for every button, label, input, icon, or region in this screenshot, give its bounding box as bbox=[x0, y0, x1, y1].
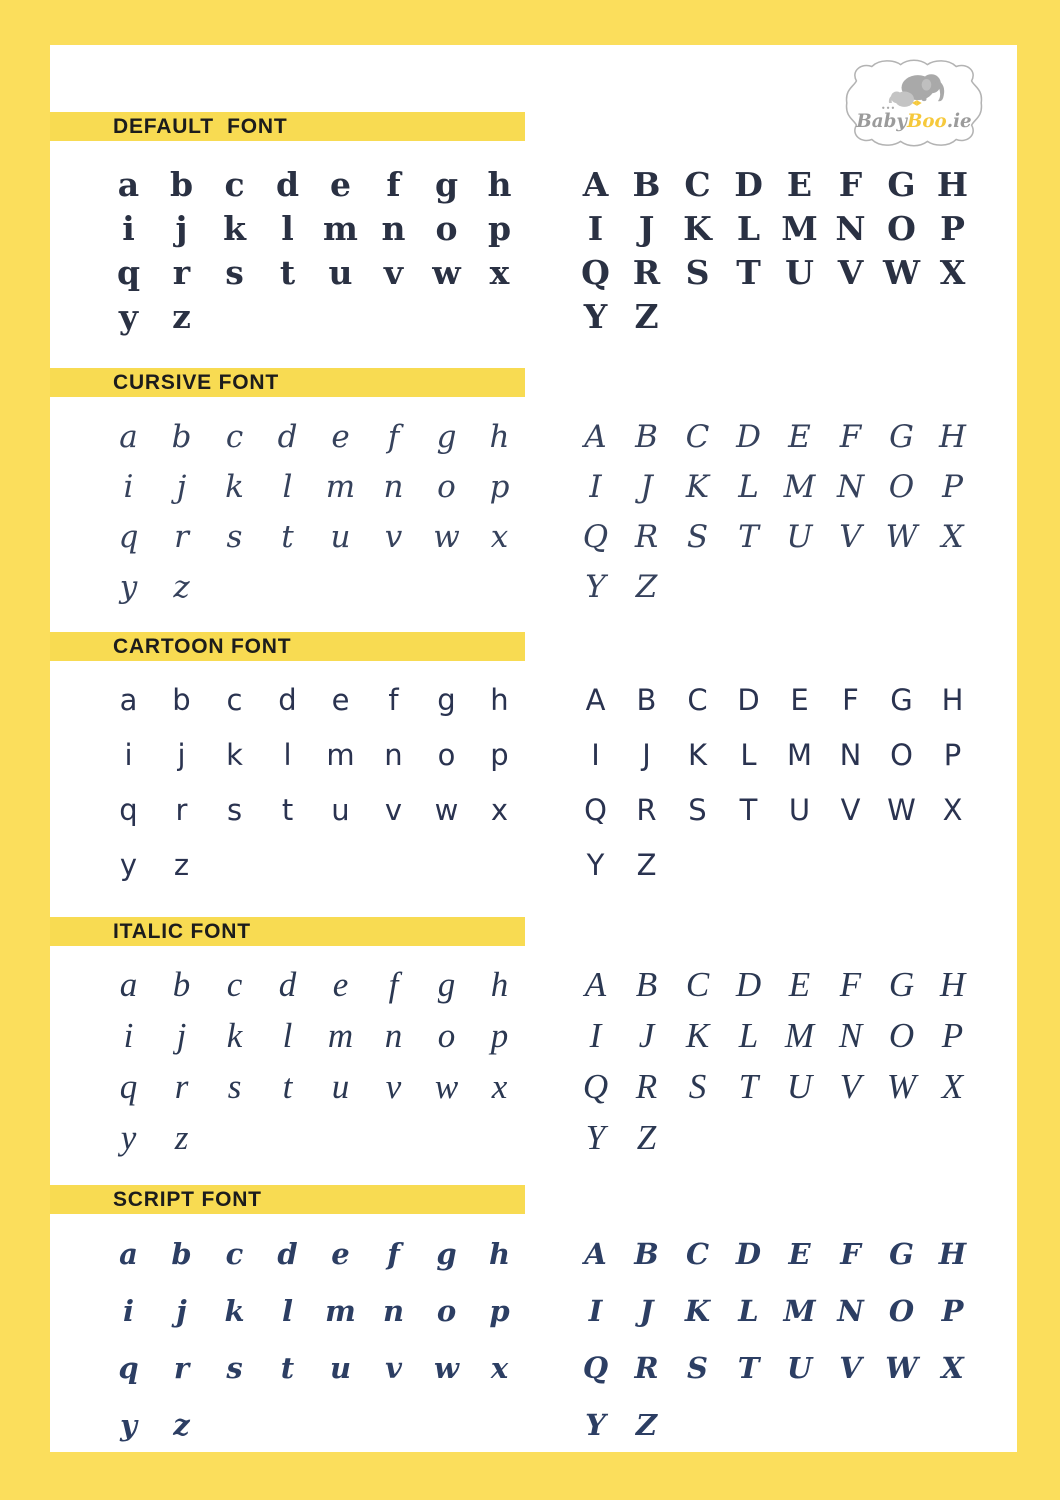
letter-cell: X bbox=[941, 1067, 964, 1106]
letter-cell: c bbox=[224, 164, 245, 204]
letter-cell: M bbox=[783, 468, 816, 505]
letter-cell: s bbox=[226, 518, 243, 555]
letter-cell: J bbox=[638, 1016, 655, 1055]
lowercase-alphabet-grid bbox=[102, 412, 526, 612]
letter-cell: u bbox=[331, 793, 350, 827]
letter-cell: P bbox=[940, 208, 965, 248]
letter-cell: g bbox=[437, 683, 456, 717]
letter-cell: i bbox=[123, 468, 134, 505]
letter-cell: W bbox=[885, 1351, 918, 1385]
uppercase-alphabet-grid bbox=[570, 1226, 978, 1454]
letter-cell: R bbox=[634, 1351, 659, 1385]
letter-cell: g bbox=[437, 965, 456, 1004]
letter-cell: R bbox=[634, 518, 659, 555]
letter-cell: N bbox=[838, 1016, 863, 1055]
letter-cell: l bbox=[283, 738, 292, 772]
letter-cell: L bbox=[738, 1294, 759, 1328]
letter-cell: U bbox=[785, 252, 814, 292]
letter-cell: T bbox=[737, 1351, 760, 1385]
letter-cell: u bbox=[329, 1351, 352, 1385]
letter-cell: I bbox=[588, 1294, 603, 1328]
letter-cell: I bbox=[589, 1016, 602, 1055]
letter-cell: y bbox=[120, 1118, 137, 1157]
letter-cell: R bbox=[632, 252, 661, 292]
letter-cell: o bbox=[437, 738, 456, 772]
letter-cell: K bbox=[685, 468, 710, 505]
letter-cell: n bbox=[382, 1294, 405, 1328]
letter-cell: m bbox=[325, 468, 356, 505]
letter-cell: i bbox=[123, 1016, 134, 1055]
letter-cell: h bbox=[489, 418, 510, 455]
letter-cell: c bbox=[225, 1237, 244, 1271]
letter-cell: Y bbox=[586, 848, 605, 882]
letter-cell: j bbox=[175, 208, 188, 248]
letter-cell: s bbox=[226, 793, 243, 827]
letter-cell: i bbox=[124, 738, 133, 772]
letter-cell: w bbox=[434, 1351, 459, 1385]
letter-cell: u bbox=[328, 252, 353, 292]
letter-cell: f bbox=[386, 164, 401, 204]
letter-cell: B bbox=[632, 164, 661, 204]
letter-cell: X bbox=[941, 518, 964, 555]
letter-cell: n bbox=[383, 468, 404, 505]
letter-cell: l bbox=[282, 468, 293, 505]
letter-cell: A bbox=[584, 965, 607, 1004]
content-panel bbox=[50, 45, 1017, 1452]
letter-cell: x bbox=[491, 1067, 508, 1106]
section-title: DEFAULT FONT bbox=[113, 114, 288, 138]
letter-cell: D bbox=[734, 164, 763, 204]
letter-cell: J bbox=[639, 1294, 654, 1328]
letter-cell: O bbox=[888, 468, 915, 505]
letter-cell: W bbox=[886, 1067, 917, 1106]
letter-cell: k bbox=[226, 738, 243, 772]
letter-cell: x bbox=[490, 793, 509, 827]
letter-cell: G bbox=[890, 683, 913, 717]
letter-cell: n bbox=[381, 208, 406, 248]
letter-cell: H bbox=[938, 418, 967, 455]
letter-cell: m bbox=[326, 738, 355, 772]
letter-cell: J bbox=[638, 208, 655, 248]
letter-cell: v bbox=[385, 1351, 402, 1385]
section-default-font bbox=[50, 112, 1017, 338]
letter-cell: V bbox=[840, 793, 861, 827]
letter-cell: e bbox=[332, 965, 349, 1004]
letter-cell: g bbox=[436, 1237, 457, 1271]
letter-cell: V bbox=[837, 252, 864, 292]
letter-cell: t bbox=[279, 252, 296, 292]
letter-cell: F bbox=[840, 1237, 861, 1271]
letter-cell: G bbox=[889, 418, 914, 455]
lowercase-alphabet-grid bbox=[102, 959, 526, 1163]
letter-cell: l bbox=[281, 1294, 294, 1328]
letter-cell: V bbox=[839, 1351, 862, 1385]
lowercase-alphabet-grid bbox=[102, 1226, 526, 1454]
letter-cell: H bbox=[938, 1237, 967, 1271]
letter-cell: b bbox=[171, 1237, 192, 1271]
letter-cell: n bbox=[384, 738, 403, 772]
letter-cell: n bbox=[384, 1016, 403, 1055]
uppercase-alphabet-grid bbox=[570, 162, 978, 338]
letter-cell: O bbox=[888, 1294, 915, 1328]
letter-cell: m bbox=[323, 208, 358, 248]
letter-cell: b bbox=[172, 965, 191, 1004]
letter-cell: Y bbox=[583, 296, 608, 336]
letter-cell: Q bbox=[584, 793, 607, 827]
section-italic-font bbox=[50, 917, 1017, 1163]
letter-cell: t bbox=[282, 1067, 293, 1106]
letter-cell: i bbox=[122, 208, 135, 248]
letter-cell: r bbox=[174, 1067, 189, 1106]
letter-cell: d bbox=[277, 1237, 298, 1271]
letter-cell: F bbox=[839, 965, 862, 1004]
letter-cell: W bbox=[887, 793, 916, 827]
letter-cell: k bbox=[226, 1016, 243, 1055]
letter-cell: S bbox=[688, 793, 707, 827]
letter-cell: Q bbox=[582, 1351, 609, 1385]
alphabet-rows bbox=[50, 959, 1017, 1163]
letter-cell: z bbox=[172, 296, 191, 336]
letter-cell: B bbox=[635, 418, 658, 455]
letter-cell: N bbox=[836, 468, 865, 505]
letter-cell: q bbox=[116, 252, 141, 292]
letter-cell: a bbox=[119, 1237, 138, 1271]
letter-cell: O bbox=[890, 738, 913, 772]
letter-cell: s bbox=[226, 1351, 243, 1385]
letter-cell: j bbox=[176, 468, 187, 505]
letter-cell: G bbox=[888, 965, 915, 1004]
letter-cell: f bbox=[387, 1237, 400, 1271]
letter-cell: m bbox=[327, 1016, 354, 1055]
letter-cell: s bbox=[227, 1067, 242, 1106]
letter-cell: F bbox=[838, 164, 863, 204]
letter-cell: h bbox=[490, 683, 509, 717]
letter-cell: o bbox=[436, 1294, 457, 1328]
letter-cell: G bbox=[889, 1237, 914, 1271]
letter-cell: V bbox=[839, 518, 862, 555]
letter-cell: H bbox=[936, 164, 969, 204]
letter-cell: k bbox=[225, 468, 244, 505]
letter-cell: L bbox=[736, 208, 761, 248]
letter-cell: F bbox=[839, 418, 862, 455]
section-script-font bbox=[50, 1185, 1017, 1454]
letter-cell: S bbox=[685, 252, 710, 292]
letter-cell: E bbox=[788, 418, 811, 455]
letter-cell: B bbox=[636, 683, 657, 717]
letter-cell: h bbox=[488, 1237, 511, 1271]
letter-cell: g bbox=[434, 164, 459, 204]
letter-cell: y bbox=[118, 296, 139, 336]
letter-cell: I bbox=[591, 738, 600, 772]
letter-cell: z bbox=[173, 568, 190, 605]
letter-cell: E bbox=[790, 683, 809, 717]
letter-cell: x bbox=[489, 252, 510, 292]
letter-cell: H bbox=[939, 965, 966, 1004]
letter-cell: o bbox=[437, 1016, 456, 1055]
letter-cell: y bbox=[119, 568, 138, 605]
letter-cell: K bbox=[684, 1294, 711, 1328]
letter-cell: T bbox=[738, 1067, 759, 1106]
letter-cell: J bbox=[642, 738, 651, 772]
letter-cell: r bbox=[172, 252, 191, 292]
letter-cell: a bbox=[119, 683, 138, 717]
letter-cell: v bbox=[385, 1067, 402, 1106]
letter-cell: r bbox=[173, 1351, 190, 1385]
letter-cell: Z bbox=[636, 1118, 657, 1157]
letter-cell: j bbox=[176, 1294, 187, 1328]
logo-word-domain: .ie bbox=[946, 111, 972, 132]
letter-cell: C bbox=[687, 683, 708, 717]
letter-cell: O bbox=[887, 208, 916, 248]
letter-cell: K bbox=[685, 1016, 710, 1055]
letter-cell: T bbox=[739, 793, 758, 827]
section-header-bar bbox=[50, 632, 525, 661]
letter-cell: R bbox=[636, 793, 657, 827]
letter-cell: Y bbox=[585, 1408, 606, 1442]
letter-cell: E bbox=[788, 1237, 811, 1271]
letter-cell: K bbox=[683, 208, 712, 248]
letter-cell: D bbox=[735, 965, 762, 1004]
letter-cell: r bbox=[174, 518, 189, 555]
letter-cell: D bbox=[735, 1237, 762, 1271]
letter-cell: d bbox=[277, 418, 298, 455]
letter-cell: U bbox=[786, 1351, 813, 1385]
logo-word-boo: Boo bbox=[906, 111, 947, 132]
letter-cell: f bbox=[387, 418, 400, 455]
letter-cell: P bbox=[941, 1016, 964, 1055]
lowercase-alphabet-grid bbox=[102, 673, 526, 893]
section-title: SCRIPT FONT bbox=[113, 1187, 262, 1211]
letter-cell: A bbox=[584, 1237, 607, 1271]
letter-cell: e bbox=[331, 1237, 350, 1271]
letter-cell: c bbox=[225, 418, 244, 455]
letter-cell: B bbox=[635, 965, 658, 1004]
letter-cell: Y bbox=[585, 1118, 606, 1157]
letter-cell: e bbox=[331, 418, 350, 455]
letter-cell: a bbox=[117, 164, 140, 204]
letter-cell: l bbox=[281, 208, 294, 248]
letter-cell: a bbox=[119, 965, 138, 1004]
letter-cell: Q bbox=[582, 1067, 609, 1106]
letter-cell: D bbox=[737, 683, 760, 717]
letter-cell: Q bbox=[581, 252, 610, 292]
section-title: ITALIC FONT bbox=[113, 919, 251, 943]
letter-cell: a bbox=[119, 418, 138, 455]
letter-cell: H bbox=[941, 683, 964, 717]
letter-cell: V bbox=[839, 1067, 862, 1106]
letter-cell: L bbox=[738, 468, 759, 505]
letter-cell: g bbox=[436, 418, 457, 455]
section-header-bar bbox=[50, 112, 525, 141]
section-cursive-font bbox=[50, 368, 1017, 612]
letter-cell: t bbox=[281, 518, 294, 555]
letter-cell: M bbox=[784, 1016, 815, 1055]
letter-cell: R bbox=[635, 1067, 658, 1106]
letter-cell: v bbox=[384, 793, 403, 827]
letter-cell: c bbox=[226, 965, 243, 1004]
letter-cell: A bbox=[584, 418, 607, 455]
letter-cell: h bbox=[490, 965, 509, 1004]
letter-cell: P bbox=[943, 738, 962, 772]
letter-cell: L bbox=[740, 738, 757, 772]
letter-cell: x bbox=[490, 1351, 509, 1385]
letter-cell: L bbox=[738, 1016, 759, 1055]
alphabet-rows bbox=[50, 1226, 1017, 1454]
letter-cell: W bbox=[885, 518, 918, 555]
letter-cell: d bbox=[278, 965, 297, 1004]
letter-cell: d bbox=[278, 683, 297, 717]
letter-cell: p bbox=[489, 1294, 510, 1328]
letter-cell: o bbox=[435, 208, 458, 248]
letter-cell: Y bbox=[585, 568, 606, 605]
letter-cell: q bbox=[118, 1351, 139, 1385]
letter-cell: b bbox=[171, 418, 192, 455]
letter-cell: A bbox=[582, 164, 609, 204]
letter-cell: s bbox=[225, 252, 244, 292]
letter-cell: W bbox=[882, 252, 921, 292]
letter-cell: q bbox=[119, 793, 138, 827]
letter-cell: X bbox=[942, 793, 963, 827]
letter-cell: z bbox=[173, 1408, 190, 1442]
letter-cell: x bbox=[490, 518, 509, 555]
letter-cell: B bbox=[634, 1237, 659, 1271]
letter-cell: X bbox=[941, 1351, 964, 1385]
letter-cell: J bbox=[640, 468, 653, 505]
letter-cell: w bbox=[432, 252, 461, 292]
letter-cell: M bbox=[783, 1294, 816, 1328]
letter-cell: M bbox=[781, 208, 818, 248]
letter-cell: K bbox=[687, 738, 708, 772]
letter-cell: C bbox=[685, 418, 710, 455]
letter-cell: X bbox=[939, 252, 966, 292]
alphabet-rows bbox=[50, 162, 1017, 338]
uppercase-alphabet-grid bbox=[570, 959, 978, 1163]
letter-cell: G bbox=[887, 164, 916, 204]
letter-cell: Z bbox=[635, 1408, 658, 1442]
letter-cell: U bbox=[788, 793, 811, 827]
letter-cell: Z bbox=[634, 296, 659, 336]
letter-cell: P bbox=[942, 468, 963, 505]
letter-cell: k bbox=[224, 1294, 245, 1328]
letter-cell: N bbox=[835, 208, 866, 248]
letter-cell: k bbox=[223, 208, 246, 248]
letter-cell: Z bbox=[635, 568, 658, 605]
letter-cell: D bbox=[736, 418, 761, 455]
letter-cell: f bbox=[388, 683, 399, 717]
letter-cell: M bbox=[786, 738, 813, 772]
letter-cell: t bbox=[280, 1351, 295, 1385]
uppercase-alphabet-grid bbox=[570, 412, 978, 612]
letter-cell: f bbox=[388, 965, 399, 1004]
letter-cell: E bbox=[788, 965, 811, 1004]
letter-cell: p bbox=[489, 468, 510, 505]
letter-cell: U bbox=[786, 1067, 813, 1106]
letter-cell: q bbox=[119, 1067, 138, 1106]
logo-word-baby: Baby bbox=[856, 111, 907, 132]
letter-cell: C bbox=[685, 1237, 710, 1271]
letter-cell: w bbox=[434, 793, 459, 827]
letter-cell: d bbox=[275, 164, 300, 204]
letter-cell: S bbox=[687, 1351, 708, 1385]
letter-cell: T bbox=[736, 252, 761, 292]
letter-cell: I bbox=[589, 468, 602, 505]
letter-cell: C bbox=[685, 965, 710, 1004]
letter-cell: Z bbox=[636, 848, 657, 882]
letter-cell: l bbox=[282, 1016, 293, 1055]
letter-cell: p bbox=[490, 1016, 509, 1055]
letter-cell: U bbox=[786, 518, 813, 555]
letter-cell: e bbox=[331, 683, 350, 717]
letter-cell: v bbox=[384, 518, 403, 555]
letter-cell: u bbox=[330, 518, 351, 555]
letter-cell: j bbox=[177, 738, 186, 772]
letter-cell: o bbox=[437, 468, 456, 505]
letter-cell: z bbox=[174, 1118, 189, 1157]
lowercase-alphabet-grid bbox=[102, 162, 526, 338]
letter-cell: z bbox=[173, 848, 190, 882]
letter-cell: q bbox=[118, 518, 139, 555]
section-cartoon-font bbox=[50, 632, 1017, 893]
section-title: CARTOON FONT bbox=[113, 634, 292, 658]
letter-cell: N bbox=[839, 738, 862, 772]
letter-cell: w bbox=[434, 1067, 459, 1106]
letter-cell: p bbox=[487, 208, 512, 248]
letter-cell: i bbox=[122, 1294, 135, 1328]
letter-cell: y bbox=[120, 1408, 137, 1442]
section-header-bar bbox=[50, 1185, 525, 1214]
letter-cell: I bbox=[587, 208, 604, 248]
letter-cell: u bbox=[331, 1067, 350, 1106]
letter-cell: P bbox=[941, 1294, 964, 1328]
letter-cell: N bbox=[837, 1294, 864, 1328]
letter-cell: j bbox=[176, 1016, 187, 1055]
letter-cell: e bbox=[330, 164, 351, 204]
letter-cell: t bbox=[281, 793, 294, 827]
letter-cell: Q bbox=[582, 518, 609, 555]
letter-cell: S bbox=[688, 1067, 707, 1106]
letter-cell: c bbox=[226, 683, 243, 717]
uppercase-alphabet-grid bbox=[570, 673, 978, 893]
letter-cell: E bbox=[786, 164, 813, 204]
letter-cell: C bbox=[684, 164, 711, 204]
letter-cell: O bbox=[888, 1016, 915, 1055]
letter-cell: r bbox=[175, 793, 188, 827]
letter-cell: p bbox=[490, 738, 509, 772]
section-header-bar bbox=[50, 917, 525, 946]
letter-cell: w bbox=[433, 518, 460, 555]
letter-cell: b bbox=[172, 683, 191, 717]
letter-cell: b bbox=[169, 164, 194, 204]
section-title: CURSIVE FONT bbox=[113, 370, 279, 394]
letter-cell: h bbox=[487, 164, 512, 204]
alphabet-rows bbox=[50, 673, 1017, 893]
letter-cell: S bbox=[686, 518, 709, 555]
letter-cell: F bbox=[842, 683, 859, 717]
letter-cell: A bbox=[585, 683, 606, 717]
letter-cell: y bbox=[119, 848, 138, 882]
section-header-bar bbox=[50, 368, 525, 397]
alphabet-rows bbox=[50, 412, 1017, 612]
letter-cell: v bbox=[383, 252, 404, 292]
letter-cell: T bbox=[738, 518, 759, 555]
letter-cell: m bbox=[325, 1294, 356, 1328]
